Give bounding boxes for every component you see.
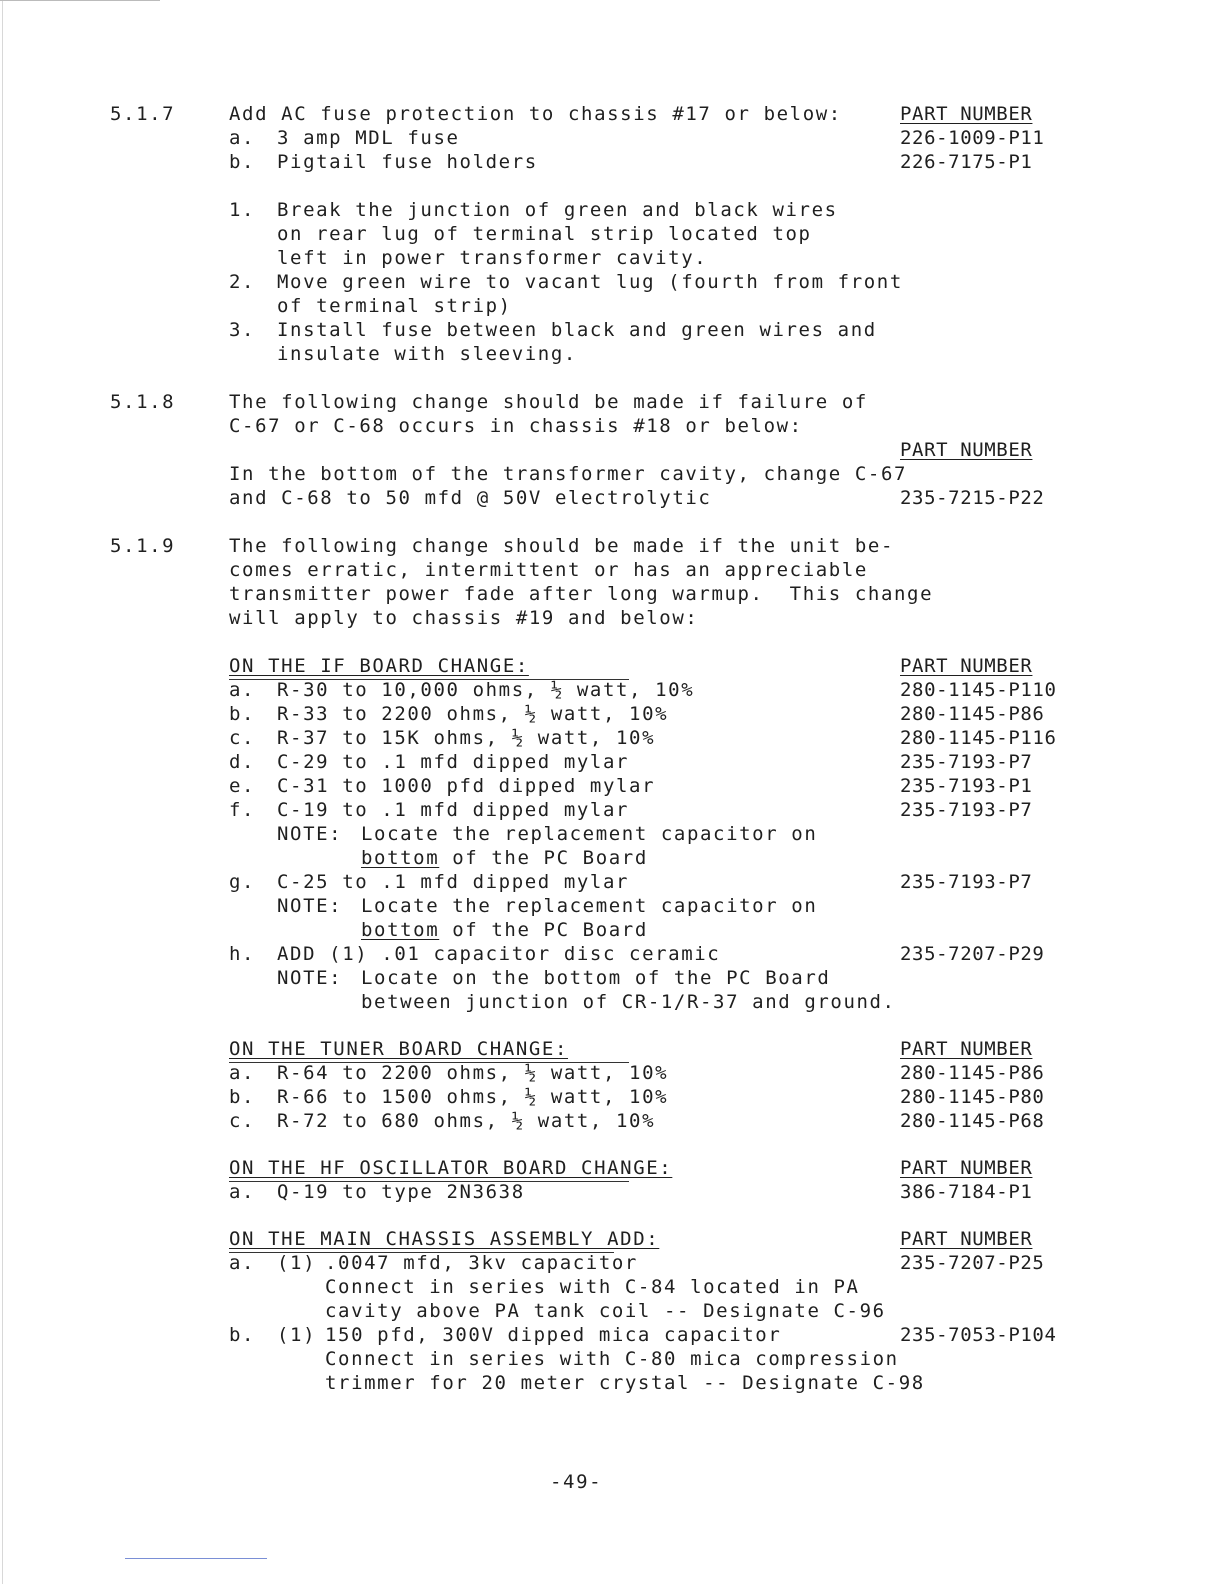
part-number: 235-7193-P7 <box>900 799 1033 821</box>
step-text: Install fuse between black and green wires and <box>277 319 877 341</box>
item-letter: a. <box>229 1181 256 1203</box>
section-text: transmitter power fade after long warmup. This change <box>229 583 934 605</box>
part-number: 280-1145-P68 <box>900 1110 1045 1132</box>
page-edge-left <box>2 0 3 1584</box>
part-number: 280-1145-P86 <box>900 703 1045 725</box>
part-number: 235-7193-P1 <box>900 775 1033 797</box>
note-text <box>361 918 648 942</box>
part-number: 280-1145-P110 <box>900 679 1057 701</box>
item-text: 3 amp MDL fuse <box>277 127 460 149</box>
item-text: 150 pfd, 300V dipped mica capacitor <box>325 1324 782 1346</box>
part-number-header: PART NUMBER <box>900 1038 1033 1060</box>
item-text: R-30 to 10,000 ohms, ½ watt, 10% <box>277 679 695 701</box>
page-edge-top <box>0 0 160 1</box>
part-number-header: PART NUMBER <box>900 1157 1033 1179</box>
step-text: of terminal strip) <box>277 295 512 317</box>
section-number-5-1-7: 5.1.7 <box>110 103 176 125</box>
part-number-header: PART NUMBER <box>900 439 1033 461</box>
part-number-header: PART NUMBER <box>900 655 1033 677</box>
item-text: ADD (1) .01 capacitor disc ceramic <box>277 943 721 965</box>
part-number: 235-7207-P29 <box>900 943 1045 965</box>
section-text: will apply to chassis #19 and below: <box>229 607 699 629</box>
item-letter: b. <box>229 1324 256 1346</box>
step-number: 1. <box>229 199 256 221</box>
item-letter: b. <box>229 1086 256 1108</box>
section-text: The following change should be made if failure of <box>229 391 868 413</box>
item-letter: a. <box>229 1062 256 1084</box>
section-text: In the bottom of the transformer cavity, change C-67 <box>229 463 908 485</box>
step-number: 2. <box>229 271 256 293</box>
part-number: 386-7184-P1 <box>900 1181 1033 1203</box>
part-number: 226-7175-P1 <box>900 151 1033 173</box>
step-text: insulate with sleeving. <box>277 343 577 365</box>
section-text: comes erratic, intermittent or has an appreciable <box>229 559 868 581</box>
item-subtext: Connect in series with C-84 located in PA <box>325 1276 860 1298</box>
item-subtext: Connect in series with C-80 mica compression <box>325 1348 899 1370</box>
item-text: C-19 to .1 mfd dipped mylar <box>277 799 630 821</box>
note-text: Locate the replacement capacitor on <box>361 823 818 845</box>
item-text: R-64 to 2200 ohms, ½ watt, 10% <box>277 1062 669 1084</box>
note-text-rest: of the PC Board <box>439 847 648 869</box>
part-number: 280-1145-P80 <box>900 1086 1045 1108</box>
part-number-header: PART NUMBER <box>900 103 1033 125</box>
note-text: Locate the replacement capacitor on <box>361 895 818 917</box>
section-text: The following change should be made if the unit be- <box>229 535 894 557</box>
item-letter: h. <box>229 943 256 965</box>
item-text: .0047 mfd, 3kv capacitor <box>325 1252 638 1274</box>
item-subtext: cavity above PA tank coil -- Designate C-96 <box>325 1300 886 1322</box>
item-text: R-37 to 15K ohms, ½ watt, 10% <box>277 727 656 749</box>
step-text: Move green wire to vacant lug (fourth from front <box>277 271 903 293</box>
page-edge-bottom <box>125 1558 267 1559</box>
note-text: between junction of CR-1/R-37 and ground. <box>361 991 896 1013</box>
part-number: 235-7215-P22 <box>900 487 1045 509</box>
item-text: Pigtail fuse holders <box>277 151 538 173</box>
part-number: 235-7193-P7 <box>900 871 1033 893</box>
item-quantity: (1) <box>277 1324 317 1346</box>
section-text: C-67 or C-68 occurs in chassis #18 or below: <box>229 415 803 437</box>
section-number-5-1-9: 5.1.9 <box>110 535 176 557</box>
item-letter: b. <box>229 703 256 725</box>
part-number: 226-1009-P11 <box>900 127 1045 149</box>
main-chassis-heading: ON THE MAIN CHASSIS ASSEMBLY ADD: <box>229 1228 660 1250</box>
page-number: -49- <box>550 1471 603 1493</box>
note-label: NOTE: <box>277 823 343 845</box>
item-letter: f. <box>229 799 256 821</box>
item-letter: d. <box>229 751 256 773</box>
item-text: R-72 to 680 ohms, ½ watt, 10% <box>277 1110 656 1132</box>
item-quantity: (1) <box>277 1252 317 1274</box>
part-number: 280-1145-P116 <box>900 727 1057 749</box>
item-subtext: trimmer for 20 meter crystal -- Designate C-98 <box>325 1372 925 1394</box>
item-text: R-33 to 2200 ohms, ½ watt, 10% <box>277 703 669 725</box>
step-text: Break the junction of green and black wires <box>277 199 838 221</box>
part-number: 235-7053-P104 <box>900 1324 1057 1346</box>
item-letter: a. <box>229 679 256 701</box>
note-text <box>361 846 648 870</box>
note-text: Locate on the bottom of the PC Board <box>361 967 831 989</box>
item-letter: b. <box>229 151 256 173</box>
item-letter: c. <box>229 1110 256 1132</box>
item-text: R-66 to 1500 ohms, ½ watt, 10% <box>277 1086 669 1108</box>
note-emphasis: bottom <box>361 919 440 941</box>
item-letter: e. <box>229 775 256 797</box>
part-number: 235-7207-P25 <box>900 1252 1045 1274</box>
section-number-5-1-8: 5.1.8 <box>110 391 176 413</box>
item-letter: c. <box>229 727 256 749</box>
item-text: C-31 to 1000 pfd dipped mylar <box>277 775 656 797</box>
item-letter: a. <box>229 127 256 149</box>
part-number-header: PART NUMBER <box>900 1228 1033 1250</box>
hf-oscillator-heading: ON THE HF OSCILLATOR BOARD CHANGE: <box>229 1157 673 1179</box>
section-text: and C-68 to 50 mfd @ 50V electrolytic <box>229 487 712 509</box>
note-label: NOTE: <box>277 895 343 917</box>
if-board-heading: ON THE IF BOARD CHANGE: <box>229 655 529 677</box>
step-text: on rear lug of terminal strip located top <box>277 223 812 245</box>
tuner-board-heading: ON THE TUNER BOARD CHANGE: <box>229 1038 569 1060</box>
note-emphasis: bottom <box>361 847 440 869</box>
step-text: left in power transformer cavity. <box>277 247 708 269</box>
note-label: NOTE: <box>277 967 343 989</box>
section-title-5-1-7: Add AC fuse protection to chassis #17 or below: <box>229 103 842 125</box>
step-number: 3. <box>229 319 256 341</box>
item-letter: g. <box>229 871 256 893</box>
item-text: C-29 to .1 mfd dipped mylar <box>277 751 630 773</box>
item-text: C-25 to .1 mfd dipped mylar <box>277 871 630 893</box>
item-text: Q-19 to type 2N3638 <box>277 1181 525 1203</box>
part-number: 280-1145-P86 <box>900 1062 1045 1084</box>
item-letter: a. <box>229 1252 256 1274</box>
part-number: 235-7193-P7 <box>900 751 1033 773</box>
note-text-rest: of the PC Board <box>439 919 648 941</box>
